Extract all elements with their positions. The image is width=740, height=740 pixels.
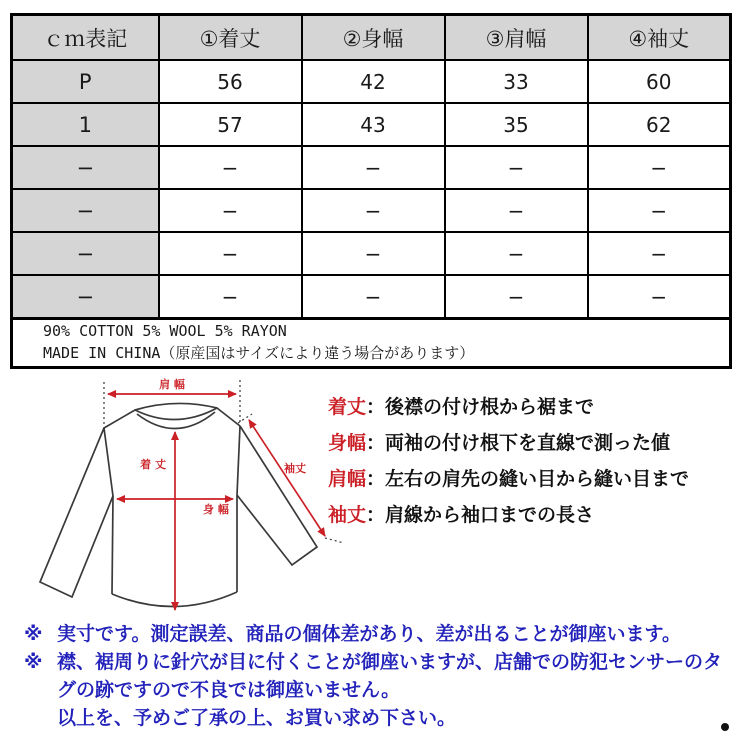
sleeve-length-arrow — [249, 420, 325, 536]
measurement-labels — [140, 377, 306, 516]
guide-term: 肩幅 — [328, 468, 367, 490]
guide-line-sleeve-length — [328, 500, 689, 526]
table-row — [12, 189, 731, 232]
value-cell: − — [445, 189, 588, 232]
note-text: 襟、裾周りに針穴が目に付くことが御座いますが、店舗での防犯センサーのタ — [57, 651, 723, 673]
size-label: 1 — [12, 103, 159, 146]
note-line — [24, 704, 724, 732]
guide-line-body-width — [328, 428, 689, 454]
corner-dot — [721, 723, 729, 731]
shoulder-width-label: 肩 幅 — [159, 378, 185, 391]
header-cm-notation: ｃｍ表記 — [12, 15, 159, 61]
guide-line-shoulder-width — [328, 464, 690, 490]
disclaimer-notes — [24, 620, 724, 732]
guide-term: 袖丈 — [328, 504, 367, 526]
size-label: P — [12, 60, 159, 103]
shirt-diagram — [35, 372, 347, 620]
value-cell: − — [159, 146, 302, 189]
table-row — [12, 232, 731, 275]
header-shoulder-width: ③肩幅 — [445, 15, 588, 61]
note-line — [24, 676, 724, 704]
value-cell: 35 — [445, 103, 588, 146]
measure-guide — [328, 392, 689, 536]
guide-desc: 両袖の付け根下を直線で測った値 — [385, 432, 671, 454]
guide-colon: ： — [366, 468, 386, 490]
value-cell: 43 — [302, 103, 445, 146]
table-row — [12, 275, 731, 319]
note-marker: ※ — [24, 651, 43, 673]
note-text: グの跡ですので不良では御座いません。 — [57, 679, 401, 701]
value-cell: − — [159, 232, 302, 275]
country-of-origin: MADE IN CHINA（原産国はサイズにより違う場合があります） — [43, 344, 475, 362]
guide-desc: 後襟の付け根から裾まで — [385, 396, 595, 418]
value-cell: 60 — [588, 60, 731, 103]
shirt-outline — [40, 403, 317, 606]
size-label: − — [12, 275, 159, 319]
note-text: 以上を、予めご了承の上、お買い求め下さい。 — [57, 707, 457, 729]
value-cell: − — [159, 275, 302, 319]
material-note-cell — [12, 319, 731, 368]
guide-colon: ： — [366, 432, 386, 454]
table-row — [12, 60, 731, 103]
note-line — [24, 620, 724, 648]
material-composition: 90% COTTON 5% WOOL 5% RAYON — [43, 322, 287, 341]
value-cell: − — [445, 275, 588, 319]
value-cell: − — [588, 275, 731, 319]
body-width-label: 身 幅 — [203, 503, 229, 516]
size-label: − — [12, 232, 159, 275]
value-cell: − — [302, 232, 445, 275]
note-marker: ※ — [24, 623, 43, 645]
value-cell: − — [302, 146, 445, 189]
value-cell: − — [445, 232, 588, 275]
header-body-length: ①着丈 — [159, 15, 302, 61]
value-cell: − — [588, 189, 731, 232]
note-marker — [24, 704, 57, 732]
table-row — [12, 103, 731, 146]
header-sleeve-length: ④袖丈 — [588, 15, 731, 61]
value-cell: − — [588, 232, 731, 275]
note-text: 実寸です。測定誤差、商品の個体差があり、差が出ることが御座います。 — [57, 623, 681, 645]
value-cell: 42 — [302, 60, 445, 103]
guide-term: 身幅 — [328, 432, 367, 454]
size-label: − — [12, 146, 159, 189]
guide-line-body-length — [328, 392, 689, 418]
shirt-diagram-svg — [35, 372, 347, 620]
size-label: − — [12, 189, 159, 232]
sleeve-length-label: 袖丈 — [284, 462, 306, 475]
note-marker — [24, 676, 57, 704]
value-cell: 57 — [159, 103, 302, 146]
guide-term: 着丈 — [328, 396, 367, 418]
value-cell: − — [445, 146, 588, 189]
value-cell: − — [302, 275, 445, 319]
header-body-width: ②身幅 — [302, 15, 445, 61]
table-row — [12, 146, 731, 189]
value-cell: − — [302, 189, 445, 232]
body-length-label: 着 丈 — [140, 458, 166, 471]
value-cell: − — [588, 146, 731, 189]
guide-desc: 肩線から袖口までの長さ — [385, 504, 595, 526]
guide-colon: ： — [366, 396, 386, 418]
value-cell: − — [159, 189, 302, 232]
size-table-header-row — [12, 15, 731, 61]
guide-desc: 左右の肩先の縫い目から縫い目まで — [385, 468, 690, 490]
size-table — [10, 13, 732, 369]
measurement-arrows — [108, 394, 325, 610]
note-line — [24, 648, 724, 676]
value-cell: 62 — [588, 103, 731, 146]
material-note-row — [12, 319, 731, 368]
value-cell: 56 — [159, 60, 302, 103]
value-cell: 33 — [445, 60, 588, 103]
guide-colon: ： — [366, 504, 386, 526]
